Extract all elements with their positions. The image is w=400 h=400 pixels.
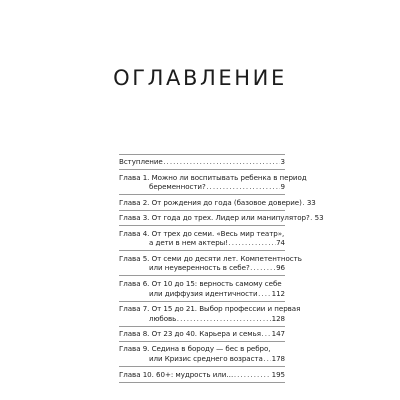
toc-leader-dots [177, 314, 271, 324]
toc-page-number: 195 [271, 369, 285, 379]
toc-entry-title: или Кризис среднего возраста [149, 354, 263, 364]
toc-divider [119, 341, 285, 342]
toc-page-number: 178 [271, 354, 285, 364]
toc-entry-title: Глава 3. От года до трех. Лидер или манипулятор? [119, 213, 310, 223]
toc-leader-dots [206, 182, 280, 192]
toc-page-number: 33 [306, 197, 316, 207]
toc-entry[interactable] [119, 303, 301, 323]
toc-leader-dots [163, 157, 280, 167]
toc-entry-title: Глава 1. Можно ли воспитывать ребенка в период [119, 172, 307, 182]
page-title: ОГЛАВЛЕНИЕ [113, 66, 287, 90]
toc-divider [119, 275, 285, 276]
toc-divider [119, 301, 285, 302]
toc-divider [119, 194, 285, 195]
toc-line [119, 303, 301, 314]
toc-entry[interactable] [119, 370, 285, 380]
toc-divider [119, 326, 285, 327]
toc-divider [119, 154, 285, 155]
toc-leader-dots [234, 370, 271, 380]
toc-entry[interactable] [119, 197, 316, 208]
toc-page-number: 147 [271, 329, 285, 339]
toc-line [119, 314, 285, 324]
toc-line [119, 289, 285, 299]
toc-leader-dots [258, 289, 271, 299]
toc-line [119, 172, 307, 183]
toc-entry-title: Глава 9. Седина в бороду — бес в ребро, [119, 344, 271, 354]
toc-divider [119, 169, 285, 170]
toc-line [119, 354, 285, 364]
toc-entry-title: Глава 6. От 10 до 15: верность самому себе [119, 278, 282, 288]
toc-entry[interactable] [119, 253, 302, 273]
toc-entry[interactable] [119, 229, 285, 248]
toc-page-number: 9 [280, 182, 285, 192]
toc-entry[interactable] [119, 172, 307, 192]
toc-entry-title: Глава 10. 60+: мудрость или… [119, 369, 234, 379]
toc-leader-dots [310, 213, 314, 223]
toc-entry[interactable] [119, 344, 285, 363]
toc-page-number: 3 [280, 157, 285, 167]
toc-entry[interactable] [119, 279, 285, 298]
toc-line [119, 229, 285, 239]
toc-line [119, 213, 324, 223]
toc-line [119, 182, 285, 192]
table-of-contents [119, 154, 324, 385]
toc-divider [119, 210, 285, 211]
toc-entry-title: Глава 7. От 15 до 21. Выбор профессии и первая [119, 303, 301, 313]
toc-entry-title: или неуверенность в себе? [149, 263, 250, 273]
toc-leader-dots [261, 329, 271, 339]
toc-entry[interactable] [119, 213, 324, 223]
toc-divider [119, 382, 285, 383]
toc-entry-title: Глава 4. От трех до семи. «Весь мир театр», [119, 228, 285, 238]
toc-page-number: 74 [276, 238, 285, 248]
toc-entry-title: или диффузия идентичности [149, 288, 258, 298]
toc-page-number: 96 [276, 263, 285, 273]
toc-line [119, 329, 285, 339]
toc-divider [119, 250, 285, 251]
toc-line [119, 263, 285, 273]
toc-entry-title: Глава 8. От 23 до 40. Карьера и семья [119, 329, 261, 339]
toc-entry-title: Глава 2. От рождения до года (базовое доверие) [119, 197, 302, 207]
toc-entry-title: а дети в нем актеры! [149, 238, 228, 248]
toc-line [119, 197, 316, 208]
toc-leader-dots [250, 263, 275, 273]
toc-divider [119, 366, 285, 367]
toc-divider [119, 225, 285, 226]
toc-page-number: 112 [271, 288, 285, 298]
toc-line [119, 253, 302, 264]
toc-line [119, 344, 285, 354]
toc-entry-title: беременности? [149, 182, 206, 192]
toc-page-number: 53 [314, 213, 324, 223]
toc-leader-dots [302, 198, 306, 208]
toc-entry[interactable] [119, 157, 285, 167]
toc-line [119, 238, 285, 248]
toc-entry-title: любовь [149, 313, 177, 323]
toc-line [119, 157, 285, 167]
toc-line [119, 279, 285, 289]
toc-entry[interactable] [119, 329, 285, 339]
toc-leader-dots [263, 354, 271, 364]
toc-entry-title: Глава 5. От семи до десяти лет. Компетентность [119, 253, 302, 263]
toc-entry-title: Вступление [119, 157, 163, 167]
toc-page-number: 128 [271, 313, 285, 323]
toc-line [119, 370, 285, 380]
toc-leader-dots [229, 238, 276, 248]
